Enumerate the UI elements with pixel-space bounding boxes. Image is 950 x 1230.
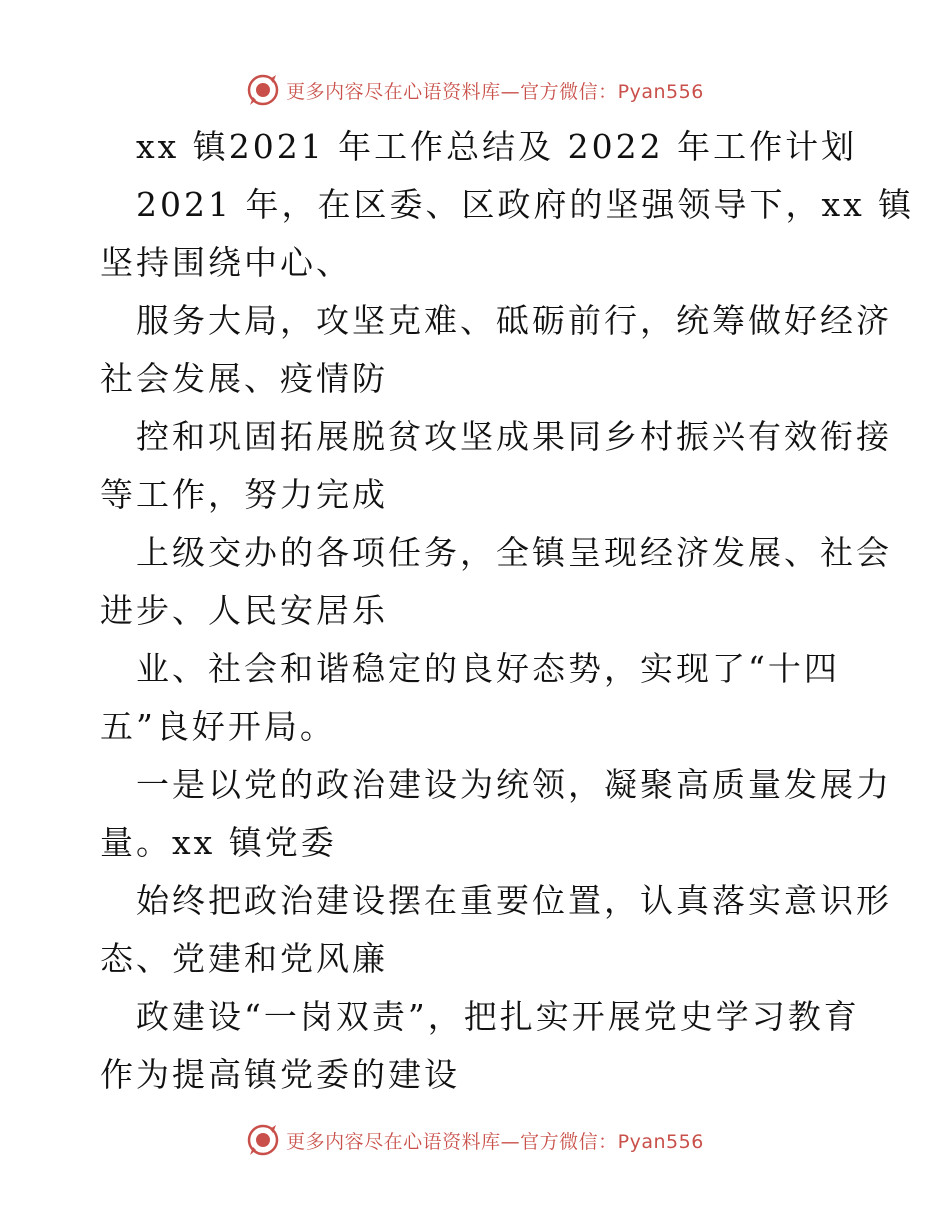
paragraph-line: 等工作，努力完成 — [100, 475, 388, 514]
document-title: xx 镇2021 年工作总结及 2022 年工作计划 — [136, 127, 858, 166]
paragraph-line: 一是以党的政治建设为统领，凝聚高质量发展力 — [136, 765, 892, 804]
banner-text: 更多内容尽在心语资料库—官方微信：Pyan556 — [286, 80, 704, 103]
logo-icon — [246, 1123, 280, 1157]
paragraph-line: 态、党建和党风廉 — [100, 939, 388, 978]
paragraph-line: 政建设“一岗双责”，把扎实开展党史学习教育 — [136, 997, 860, 1036]
paragraph-line: 2021 年，在区委、区政府的坚强领导下，xx 镇 — [136, 185, 915, 224]
paragraph-line: 量。xx 镇党委 — [100, 823, 337, 862]
banner-text: 更多内容尽在心语资料库—官方微信：Pyan556 — [286, 1130, 704, 1153]
paragraph-line: 五”良好开局。 — [100, 707, 336, 746]
paragraph-line: 作为提高镇党委的建设 — [100, 1055, 460, 1094]
footer-banner — [0, 1118, 950, 1162]
paragraph-line: 社会发展、疫情防 — [100, 359, 388, 398]
paragraph-line: 进步、人民安居乐 — [100, 591, 388, 630]
paragraph-line: 控和巩固拓展脱贫攻坚成果同乡村振兴有效衔接 — [136, 417, 892, 456]
paragraph-line: 上级交办的各项任务，全镇呈现经济发展、社会 — [136, 533, 892, 572]
paragraph-line: 始终把政治建设摆在重要位置，认真落实意识形 — [136, 881, 892, 920]
paragraph-line: 业、社会和谐稳定的良好态势，实现了“十四 — [136, 649, 840, 688]
paragraph-line: 坚持围绕中心、 — [100, 243, 352, 282]
paragraph-line: 服务大局，攻坚克难、砥砺前行，统筹做好经济 — [136, 301, 892, 340]
header-banner — [0, 68, 950, 112]
document-body — [100, 118, 915, 1104]
logo-icon — [246, 73, 280, 107]
